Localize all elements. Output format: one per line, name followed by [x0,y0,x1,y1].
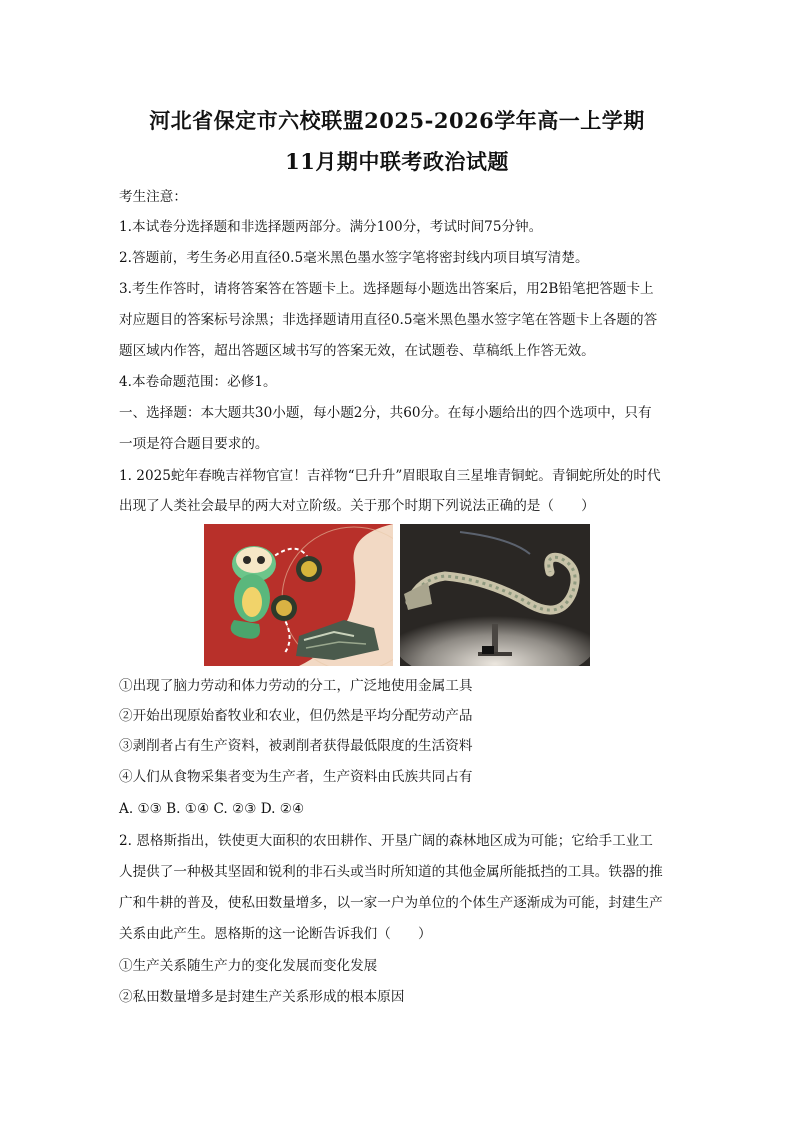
q1-images [204,524,590,666]
q1-option-4: ④人们从食物采集者变为生产者，生产资料由氏族共同占有 [119,769,473,785]
q2-stem-line4: 关系由此产生。恩格斯的这一论断告诉我们（ ） [119,926,432,942]
notice-item-3-line1: 3.考生作答时，请将答案答在答题卡上。选择题每小题选出答案后，用2B铅笔把答题卡上 [119,281,654,297]
notice-item-4: 4.本卷命题范围：必修1。 [119,374,277,390]
notice-heading: 考生注意： [119,189,187,205]
bronze-snake-photo [400,524,590,666]
notice-item-3-line2: 对应题目的答案标号涂黑；非选择题请用直径0.5毫米黑色墨水签字笔在答题卡上各题的答 [119,312,658,328]
notice-item-2: 2.答题前，考生务必用直径0.5毫米黑色墨水签字笔将密封线内项目填写清楚。 [119,250,589,266]
mascot-illustration [204,524,393,666]
q2-stem-line3: 广和牛耕的普及，使私田数量增多，以一家一户为单位的个体生产逐渐成为可能，封建生产 [119,895,663,911]
q1-stem-line2: 出现了人类社会最早的两大对立阶级。关于那个时期下列说法正确的是（ ） [119,498,595,514]
exam-title-line2: 11月期中联考政治试题 [285,149,509,174]
q1-stem-line1: 1. 2025蛇年春晚吉祥物官宣！吉祥物“巳升升”眉眼取自三星堆青铜蛇。青铜蛇所处的时代 [119,468,661,484]
section-heading-line1: 一、选择题：本大题共30小题，每小题2分，共60分。在每小题给出的四个选项中，只有 [119,405,652,421]
q1-option-3: ③剥削者占有生产资料，被剥削者获得最低限度的生活资料 [119,738,473,754]
mascot-image [204,524,393,666]
section-heading-line2: 一项是符合题目要求的。 [119,436,269,452]
q2-stem-line1: 2. 恩格斯指出，铁使更大面积的农田耕作、开垦广阔的森林地区成为可能；它给手工业工 [119,833,653,849]
q2-option-2: ②私田数量增多是封建生产关系形成的根本原因 [119,989,405,1005]
exam-title-line1: 河北省保定市六校联盟2025-2026学年高一上学期 [149,108,645,133]
q2-option-1: ①生产关系随生产力的变化发展而变化发展 [119,958,378,974]
q1-answer-choices: A. ①③ B. ①④ C. ②③ D. ②④ [119,801,305,817]
q2-stem-line2: 人提供了一种极其坚固和锐利的非石头或当时所知道的其他金属所能抵挡的工具。铁器的推 [119,864,663,880]
q1-option-1: ①出现了脑力劳动和体力劳动的分工，广泛地使用金属工具 [119,678,473,694]
bronze-snake-illustration [400,524,590,666]
notice-item-3-line3: 题区域内作答，超出答题区域书写的答案无效，在试题卷、草稿纸上作答无效。 [119,343,595,359]
q1-option-2: ②开始出现原始畜牧业和农业，但仍然是平均分配劳动产品 [119,708,473,724]
notice-item-1: 1.本试卷分选择题和非选择题两部分。满分100分，考试时间75分钟。 [119,219,543,235]
